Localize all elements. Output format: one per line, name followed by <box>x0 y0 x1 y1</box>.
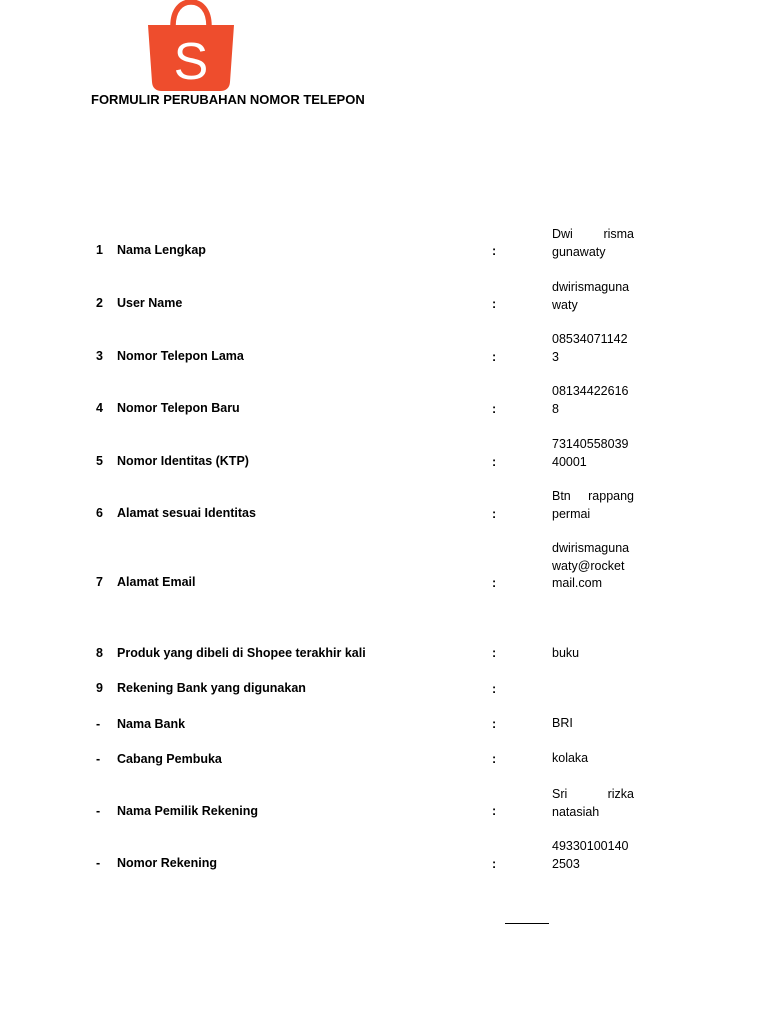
row-value <box>552 750 634 768</box>
row-separator: : <box>492 646 497 660</box>
row-value <box>552 838 634 873</box>
row-separator: : <box>492 402 497 416</box>
row-label: Nomor Identitas (KTP) <box>117 454 249 468</box>
row-label: User Name <box>117 296 183 310</box>
value-line: kolaka <box>552 751 589 765</box>
row-label: Alamat sesuai Identitas <box>117 506 256 520</box>
row-separator: : <box>492 244 497 258</box>
row-bullet: - <box>96 717 101 731</box>
value-line: 08534071142 <box>552 332 628 346</box>
row-label: Nomor Rekening <box>117 856 218 870</box>
row-number: 8 <box>96 646 103 660</box>
row-separator: : <box>492 350 497 364</box>
row-number: 3 <box>96 349 103 363</box>
value-line: 08134422616 <box>552 384 629 398</box>
row-separator: : <box>492 455 497 469</box>
value-line: buku <box>552 646 580 660</box>
row-separator: : <box>492 297 497 311</box>
value-line: permai <box>552 506 591 521</box>
logo-letter: S <box>173 33 209 91</box>
value-line: 40001 <box>552 454 587 469</box>
value-line: 3 <box>552 349 559 364</box>
row-label: Nomor Telepon Lama <box>117 349 244 363</box>
row-value <box>552 226 634 261</box>
row-bullet: - <box>96 804 101 818</box>
row-value <box>552 540 634 593</box>
row-label: Nomor Telepon Baru <box>117 401 240 415</box>
row-value <box>552 279 634 314</box>
value-line: mail.com <box>552 576 603 590</box>
row-value <box>552 436 634 471</box>
row-value <box>552 383 634 418</box>
value-line: 49330100140 <box>552 839 629 853</box>
row-label: Cabang Pembuka <box>117 752 222 766</box>
row-bullet: - <box>96 752 101 766</box>
row-separator: : <box>492 857 497 871</box>
row-number: 5 <box>96 454 103 468</box>
row-number: 6 <box>96 506 103 520</box>
row-value <box>552 786 634 821</box>
row-separator: : <box>492 576 497 590</box>
row-label: Nama Bank <box>117 717 186 731</box>
row-number: 9 <box>96 681 103 695</box>
row-label: Alamat Email <box>117 575 196 589</box>
value-line: dwirismaguna <box>552 541 630 555</box>
value-line: gunawaty <box>552 244 606 259</box>
value-line: waty <box>552 297 578 312</box>
row-number: 4 <box>96 401 103 415</box>
form-title: FORMULIR PERUBAHAN NOMOR TELEPON <box>91 92 365 107</box>
row-separator: : <box>492 752 497 766</box>
row-label: Produk yang dibeli di Shopee terakhir kali <box>117 646 366 660</box>
value-line: dwirismaguna <box>552 280 630 294</box>
row-label: Nama Lengkap <box>117 243 206 257</box>
value-line: 73140558039 <box>552 437 629 451</box>
row-bullet: - <box>96 856 101 870</box>
row-number: 1 <box>96 243 103 257</box>
shopee-bag-icon <box>145 0 237 94</box>
row-value <box>552 331 634 366</box>
signature-line <box>505 923 549 924</box>
value-line: Btn rappang <box>552 489 634 503</box>
row-label: Rekening Bank yang digunakan <box>117 681 306 695</box>
row-separator: : <box>492 507 497 521</box>
value-line: Dwi risma <box>552 227 634 241</box>
row-value <box>552 645 634 663</box>
row-number: 7 <box>96 575 103 589</box>
row-value <box>552 488 634 523</box>
value-line: 2503 <box>552 856 580 871</box>
value-line: 8 <box>552 401 559 416</box>
row-separator: : <box>492 682 497 696</box>
value-line: BRI <box>552 716 573 730</box>
row-number: 2 <box>96 296 103 310</box>
value-line: Sri rizka <box>552 787 634 801</box>
value-line: natasiah <box>552 804 600 819</box>
value-line: waty@rocket <box>552 558 625 573</box>
shopee-logo <box>145 0 237 94</box>
row-separator: : <box>492 717 497 731</box>
row-value <box>552 715 634 733</box>
row-separator: : <box>492 804 497 818</box>
row-label: Nama Pemilik Rekening <box>117 804 259 818</box>
